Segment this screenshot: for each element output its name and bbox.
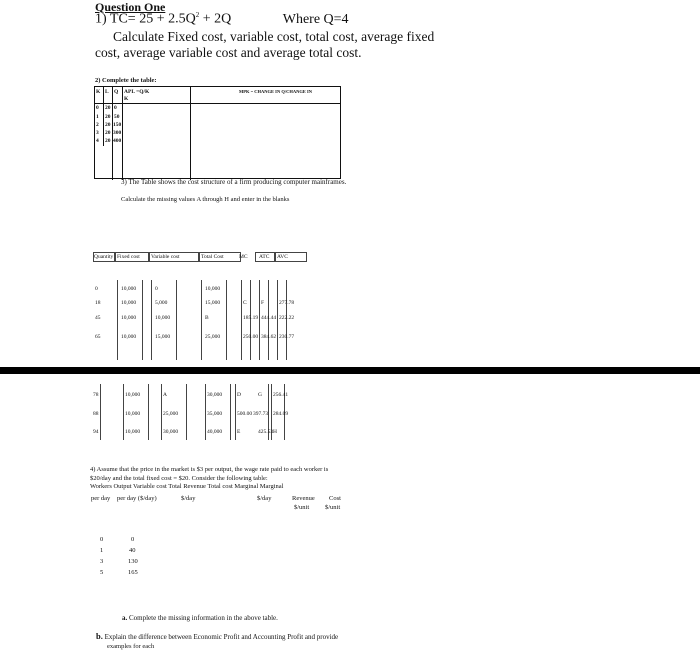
q3-header-avc: AVC [277,254,288,260]
q4-workers-cell: 5 [100,569,104,576]
q3-cell: 94 [93,429,99,435]
q4-per-day-dollars: per day ($/day) [117,495,157,502]
q4-part-a-text: Complete the missing information in the above table. [129,614,278,622]
q1-equation: TC= 25 + 2.5Q [109,11,196,27]
q4-data-table [100,536,160,596]
q3-cell: C [243,300,247,306]
q2-divider [122,87,123,180]
q3-cell: 256.41 [273,392,289,398]
q3-cell: 384.62 [261,334,277,340]
q3-cell: 0 [95,286,98,292]
q3-cell: 10,000 [121,286,137,292]
q4-output-cell: 130 [128,558,138,565]
q3-cell: 25,000 [205,334,221,340]
q3-cell: 425.53 [258,429,274,435]
q2-cell: 2 [96,122,99,128]
q3-cell: 10,000 [121,334,137,340]
q2-cell: 50 [114,114,120,120]
q3-cell: 230.77 [279,334,295,340]
q4-sday2: $/day [257,495,272,502]
q1-number: 1) [95,11,107,27]
q2-header-l: L [105,89,109,95]
q2-row [95,114,122,122]
q4-output-cell: 40 [129,547,136,554]
q3-cell: 15,000 [205,300,221,306]
q3-header-atc: ATC [259,254,270,260]
q2-divider [190,87,191,180]
q3-cell: 10,000 [155,315,171,321]
q4-sunit1: $/unit [294,504,310,511]
q4-part-b-label: b. [96,631,103,641]
q2-cell: 150 [113,122,122,128]
q3-cell: E [237,429,241,435]
q2-cell: 20 [105,122,111,128]
q2-header-apl-k: K [124,96,129,102]
q2-cell: 0 [114,105,117,111]
q3-cell: 444.44 [261,315,277,321]
q4-part-a [122,614,278,622]
q3-cell: 277.78 [279,300,295,306]
q3-header-variable: Variable cost [151,254,180,260]
q2-row [95,138,122,146]
q1-equation-line [95,11,349,28]
q3-cell: F [261,300,265,306]
q4-output-cell: 0 [131,536,135,543]
q3-cell: 185.19 [243,315,259,321]
q3-cell: 78 [93,392,99,398]
q4-subheaders [91,495,491,525]
q3-cell: 30,000 [207,392,223,398]
q3-cell: 10,000 [205,286,221,292]
q3-cell: 18 [95,300,101,306]
q4-line1: 4) Assume that the price in the market is $3 per output, the wage rate paid to each worker is [90,466,329,473]
q4-part-b [96,631,338,641]
q3-intro: 3) The Table shows the cost structure of a firm producing computer mainframes. [121,178,347,186]
q2-row [95,105,122,113]
q2-header-q: Q [114,89,119,95]
q2-label: 2) Complete the table: [95,77,157,84]
q3-cell: G [258,392,262,398]
question-one-heading: Question One [95,0,166,14]
q3-cell: D [237,392,241,398]
q3-cell: B [205,315,209,321]
q4-revenue: Revenue [292,495,315,502]
q2-cell: 20 [105,138,111,144]
q4-intro [90,466,490,492]
q3-cell: 250.00 [243,334,259,340]
q2-cell: 0 [96,105,99,111]
q3-cell: 10,000 [125,411,141,417]
q3-header-total: Total Cost [201,254,224,260]
q4-workers-cell: 3 [100,558,104,565]
q2-cell: 300 [113,130,122,136]
q2-cell: 1 [96,114,99,120]
q3-cell: 40,000 [207,429,223,435]
q4-sunit2: $/unit [325,504,341,511]
q3-cell: A [163,392,167,398]
q3-cell: 88 [93,411,99,417]
q4-col-headers: Workers Output Variable cost Total Revenue Total cost Marginal Marginal [90,483,284,490]
q4-part-b-line1: Explain the difference between Economic Profit and Accounting Profit and provide [104,633,339,641]
q3-cell: 5,000 [155,300,168,306]
q3-cell: 10,000 [125,392,141,398]
q2-cell: 400 [113,138,122,144]
q1-where: Where Q=4 [282,11,349,27]
q3-cell: 284.09 [273,411,289,417]
q2-cell: 4 [96,138,99,144]
q3-cell: 15,000 [155,334,171,340]
q3-cell: 500.00 [237,411,253,417]
q3-cell: H [273,429,277,435]
q2-table [94,86,341,179]
q4-part-b-line2: examples for each [107,643,155,650]
q4-workers-cell: 1 [100,547,104,554]
q3-cell: 10,000 [125,429,141,435]
q3-cell: 222.22 [279,315,295,321]
q2-cell: 20 [105,105,111,111]
q3-cell: 65 [95,334,101,340]
q4-per-day: per day [91,495,111,502]
q3-cell: 10,000 [121,315,137,321]
q1-line3: cost, average variable cost and average total cost. [95,45,362,60]
q2-divider [103,87,104,103]
q4-cost: Cost [329,495,341,502]
q2-header-apl: APL =Q/K [124,89,150,95]
q3-cell: 30,000 [163,429,179,435]
q2-header-mpk: MPK = CHANGE IN Q/CHANGE IN [239,89,312,94]
q2-cell: 20 [105,114,111,120]
q1-instructions [95,29,434,61]
q3-cell: 0 [155,286,158,292]
q3-cell: 25,000 [163,411,179,417]
q3-header-quantity: Quantity [94,254,114,260]
q2-header-k: K [96,89,101,95]
q3-header-mc: MC [239,254,248,260]
q3-cell: 10,000 [121,300,137,306]
q3-cell: 397.73 [253,411,269,417]
q4-sday1: $/day [181,495,196,502]
q2-cell: 20 [105,130,111,136]
q1-line2: Calculate Fixed cost, variable cost, total cost, average fixed [113,29,435,44]
q2-row [95,130,122,138]
q4-workers-cell: 0 [100,536,104,543]
q4-part-a-label: a. [122,614,128,622]
q1-superscript: 2 [195,11,200,19]
q2-row [95,122,122,130]
q3-cell: 45 [95,315,101,321]
page-divider [0,367,700,374]
q4-output-cell: 165 [128,569,138,576]
q4-line2: $20/day and the total fixed cost = $20. Consider the following table: [90,474,268,482]
q1-equation-tail: + 2Q [202,11,232,27]
q2-cell: 3 [96,130,99,136]
q3-cell: 35,000 [207,411,223,417]
q3-instruction: Calculate the missing values A through H and enter in the blanks [121,196,290,203]
q3-header-fixed: Fixed cost [117,254,140,260]
